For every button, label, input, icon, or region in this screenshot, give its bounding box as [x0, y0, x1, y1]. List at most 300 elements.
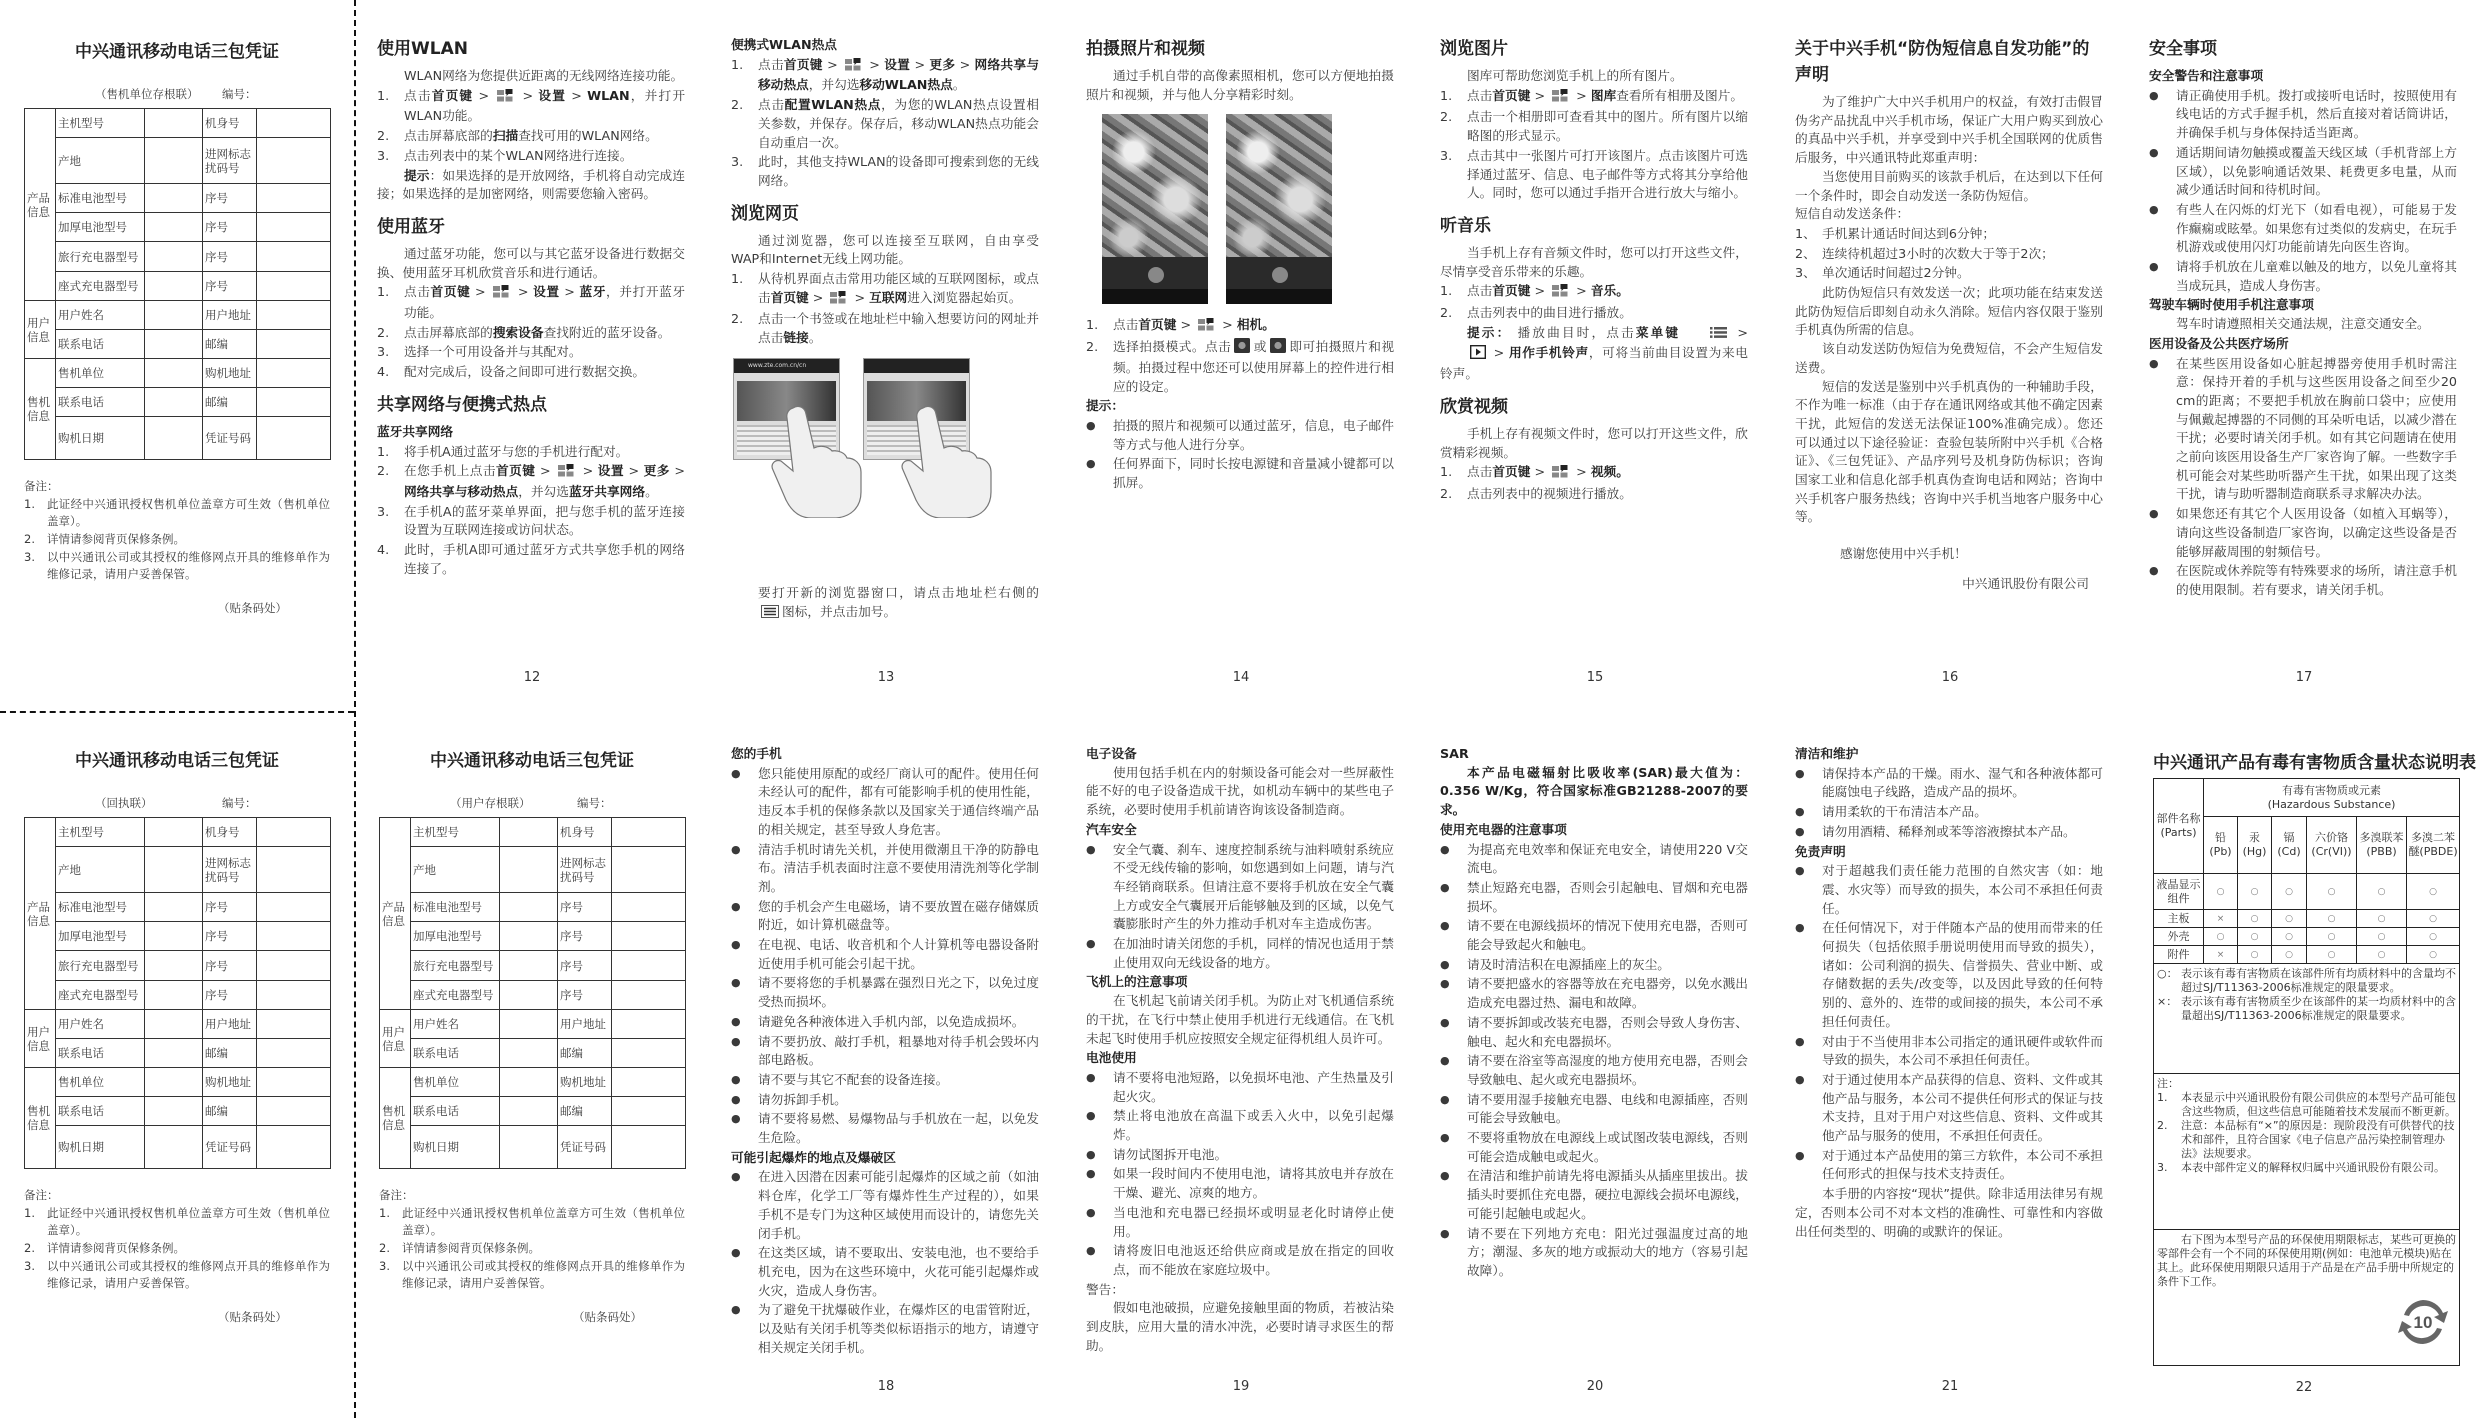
field-value[interactable]	[145, 1126, 203, 1169]
text-run: 提示：	[1086, 398, 1125, 414]
text-run: 在加油时请关闭您的手机，同样的情况也适用于禁止使用双向无线设备的地方。	[1113, 936, 1394, 970]
field-value[interactable]	[257, 272, 331, 301]
paragraph	[1440, 324, 1748, 384]
item-number: 1.	[1440, 464, 1453, 480]
field-label: 序号	[558, 893, 612, 922]
field-value[interactable]	[145, 388, 203, 417]
item-number: 3.	[1440, 147, 1453, 163]
paragraph	[377, 167, 685, 204]
hazard-mark: ○	[2307, 946, 2357, 964]
text-run: 免责声明	[1795, 843, 1846, 859]
text-run: 点击列表中的曲目进行播放。	[1467, 305, 1632, 321]
bullet-item	[1086, 455, 1394, 492]
hazard-table-title: 中兴通讯产品有毒有害物质含量状态说明表	[2153, 753, 2476, 773]
page-16	[1773, 0, 2127, 709]
item-number: 2.	[731, 311, 744, 327]
bullet-item	[1440, 1091, 1748, 1128]
field-value[interactable]	[145, 981, 203, 1010]
subsection-heading	[731, 1149, 1039, 1168]
form-row	[25, 417, 331, 460]
note-item	[24, 1240, 330, 1257]
bold-text: 蓝牙	[579, 284, 607, 300]
field-value[interactable]	[257, 184, 331, 213]
notes-label: 备注：	[379, 1188, 414, 1202]
camera-viewfinder	[1102, 114, 1208, 304]
field-value[interactable]	[500, 818, 558, 847]
item-number: 1.	[1440, 283, 1453, 299]
numbered-item	[731, 96, 1039, 152]
bold-text: 更多	[643, 463, 670, 479]
text-run: 图标，并点击加号。	[782, 603, 897, 619]
bullet-item	[1795, 823, 2103, 842]
field-label: 凭证号码	[558, 1126, 612, 1169]
paragraph	[1086, 67, 1394, 104]
field-value[interactable]	[612, 1010, 686, 1039]
page-number: 21	[1941, 1379, 1959, 1394]
bold-text: 链接	[783, 330, 809, 346]
camera-controls	[1102, 257, 1208, 304]
note-item	[379, 1258, 685, 1292]
field-value[interactable]	[500, 893, 558, 922]
field-value[interactable]	[145, 1068, 203, 1097]
text-run: 点击	[404, 284, 431, 300]
field-value[interactable]	[145, 951, 203, 981]
field-value[interactable]	[145, 922, 203, 951]
field-value[interactable]	[500, 951, 558, 981]
bullet-item	[731, 765, 1039, 840]
field-value[interactable]	[257, 330, 331, 359]
field-value[interactable]	[257, 359, 331, 388]
bold-text: 用作手机铃声	[1508, 345, 1589, 361]
field-label: 购机地址	[203, 359, 257, 388]
note-number: 1.	[379, 1206, 390, 1220]
field-value[interactable]	[145, 301, 203, 330]
note-text: 此证经中兴通讯授权售机单位盖章方可生效（售机单位盖章）。	[47, 1206, 330, 1237]
bold-text: 首页键	[1138, 317, 1177, 333]
numbered-item	[1440, 87, 1748, 108]
bold-text: 视频。	[1590, 464, 1629, 480]
bullet-icon: ●	[1440, 880, 1450, 894]
bold-text: 首页键	[770, 289, 809, 305]
hazard-mark: ○	[2238, 946, 2272, 964]
field-label: 联系电话	[56, 388, 145, 417]
note-item	[24, 531, 330, 548]
text-run: 请勿试图拆开电池。	[1113, 1146, 1228, 1162]
field-value[interactable]	[257, 1039, 331, 1068]
paragraph	[1440, 67, 1748, 86]
item-text	[404, 443, 685, 462]
bullet-icon: ●	[731, 1014, 741, 1028]
numbered-item	[377, 363, 685, 382]
hazard-mark: ×	[2204, 946, 2238, 964]
field-value[interactable]	[145, 184, 203, 213]
field-value[interactable]	[612, 818, 686, 847]
field-value[interactable]	[257, 893, 331, 922]
item-text	[1113, 417, 1394, 454]
text-run: 配对完成后，设备之间即可进行数据交换。	[404, 364, 646, 380]
note-text: 注意：本品标有“×”的原因是：现阶段没有可供替代的技术和部件，且符合国家《电子信息产品污染控制管理办法》法规要求。	[2181, 1119, 2455, 1160]
bold-text: 移动WLAN热点	[859, 77, 953, 93]
item-text	[1113, 1069, 1394, 1106]
field-label: 产地	[411, 847, 500, 893]
page-22	[2127, 0, 2481, 1418]
item-text	[758, 974, 1039, 1011]
bullet-item	[1086, 841, 1394, 935]
field-value[interactable]	[257, 1126, 331, 1169]
text-run: >	[1489, 345, 1509, 361]
field-label: 进网标志扰码号	[203, 138, 257, 184]
field-value[interactable]	[257, 301, 331, 330]
form-copy-label: （回执联）	[95, 796, 153, 810]
field-value[interactable]	[145, 847, 203, 893]
apps-icon	[558, 464, 575, 483]
field-label: 用户地址	[558, 1010, 612, 1039]
text-run: 请勿用酒精、稀释剂或苯等溶液擦拭本产品。	[1822, 823, 2076, 839]
paragraph	[1795, 205, 2103, 224]
item-number: 3.	[377, 344, 390, 360]
item-text	[758, 310, 1039, 347]
item-number: 4.	[377, 364, 390, 380]
text-run: 您只能使用原配的或经厂商认可的配件。使用任何未经认可的配件，都有可能影响手机的使用性能，违反本手机的保修条款以及国家关于通信终端产品的相关规定，甚至导致人身危害。	[758, 765, 1039, 837]
header-row	[2154, 779, 2460, 817]
text-run: 为了避免干扰爆破作业，在爆炸区的电雷管附近，以及贴有关闭手机等类似标语指示的地方，请遵守相关规定关闭手机。	[758, 1302, 1039, 1355]
numbered-item	[377, 541, 685, 578]
bullet-icon: ●	[2149, 356, 2159, 370]
bullet-item	[731, 1091, 1039, 1110]
notes	[2154, 1074, 2460, 1230]
bullet-item	[1086, 935, 1394, 972]
field-value[interactable]	[612, 893, 686, 922]
field-label: 加厚电池型号	[56, 922, 145, 951]
text-run: 请不要在下列地方充电：阳光过强温度过高的地方；潮湿、多灰的地方或振动大的地方（容易引起故障）。	[1467, 1225, 1748, 1278]
shutter-icon	[1270, 338, 1286, 359]
field-value[interactable]	[257, 138, 331, 184]
numbered-item	[377, 462, 685, 501]
item-text	[404, 541, 685, 578]
text-run: >	[559, 284, 580, 300]
hazard-mark: ○	[2357, 874, 2407, 910]
page-number: 18	[877, 1379, 895, 1394]
field-value[interactable]	[612, 847, 686, 893]
bullet-icon: ●	[1795, 1072, 1805, 1086]
text-run: >	[1530, 87, 1550, 103]
page-content	[731, 36, 1039, 623]
note-text: 以中兴通讯公司或其授权的维修网点开具的维修单作为维修记录，请用户妥善保管。	[402, 1259, 685, 1290]
text-run: 在进入因潜在因素可能引起爆炸的区域之前（如油料仓库，化学工厂等有爆炸性生产过程的），如果手机不是专门为这种区域使用而设计的，请您先关闭手机。	[758, 1169, 1039, 1241]
bullet-item	[1440, 1014, 1748, 1051]
field-value[interactable]	[500, 847, 558, 893]
field-value[interactable]	[500, 1068, 558, 1097]
item-text	[1822, 823, 2103, 842]
hazard-row	[2154, 874, 2460, 910]
bullet-item	[1440, 917, 1748, 954]
text-run: 请勿拆卸手机。	[758, 1091, 847, 1107]
bullet-item	[731, 974, 1039, 1011]
field-value[interactable]	[257, 388, 331, 417]
text-run: 在您手机上点击	[404, 463, 497, 479]
field-label: 邮编	[203, 1097, 257, 1126]
text-run: 请不要与其它不配套的设备连接。	[758, 1071, 949, 1087]
field-value[interactable]	[257, 951, 331, 981]
text-run: 请及时清洁积在电源插座上的灰尘。	[1467, 956, 1670, 972]
field-label: 邮编	[558, 1039, 612, 1068]
bullet-icon: ●	[1440, 1131, 1450, 1145]
field-value[interactable]	[145, 330, 203, 359]
item-number: 2.	[1086, 339, 1099, 355]
field-value[interactable]	[145, 359, 203, 388]
item-text	[1822, 862, 2103, 918]
field-value[interactable]	[145, 138, 203, 184]
item-text	[1822, 919, 2103, 1031]
section-heading	[1440, 394, 1748, 420]
text-run: 关于中兴手机“防伪短信息自发功能”的声明	[1795, 39, 2090, 85]
text-run: 通过蓝牙功能，您可以与其它蓝牙设备进行数据交换、使用蓝牙耳机欣赏音乐和进行通话。	[377, 245, 685, 280]
paragraph	[1086, 992, 1394, 1048]
field-value[interactable]	[500, 1126, 558, 1169]
field-value[interactable]	[145, 417, 203, 460]
bullet-icon: ●	[731, 842, 741, 856]
text-run: SAR	[1440, 746, 1469, 761]
substance-name: 六价铬(Cr(VI))	[2307, 817, 2357, 874]
section-heading	[1440, 213, 1748, 239]
text-run: 点击屏幕底部的	[404, 324, 493, 340]
apps-icon	[1552, 465, 1569, 484]
item-text	[1467, 956, 1748, 975]
paragraph	[1440, 244, 1748, 281]
field-value[interactable]	[257, 213, 331, 242]
form-row	[25, 818, 331, 847]
text-run: 使用包括手机在内的射频设备可能会对一些屏蔽性能不好的电子设备造成干扰，如机动车辆中的某些电子系统，必要时使用手机前请咨询该设备制造商。	[1086, 764, 1394, 818]
text-run: 手机累计通话时间达到6分钟；	[1822, 225, 1996, 241]
bullet-item	[1795, 1071, 2103, 1146]
field-label: 序号	[203, 981, 257, 1010]
hazard-mark: ○	[2272, 928, 2307, 946]
form-group-label: 售机信息	[380, 1068, 411, 1169]
bullet-item	[1795, 862, 2103, 918]
text-run: 驾驶车辆时使用手机注意事项	[2149, 297, 2314, 313]
item-text	[404, 343, 685, 362]
item-text	[1467, 108, 1748, 145]
warranty-form	[355, 709, 709, 1418]
field-value[interactable]	[145, 893, 203, 922]
section-heading	[377, 392, 685, 418]
text-run: 点击	[758, 97, 785, 113]
form-notes	[24, 478, 330, 584]
text-run: 如果您还有其它个人医用设备（如植入耳蜗等），请向这些设备制造厂家咨询，以确定这些设备是否能够屏蔽周围的射频信号。	[2176, 506, 2457, 559]
item-text	[1822, 765, 2103, 802]
text-run: 从待机界面点击常用功能区域的互联网图标，或点击	[758, 271, 1039, 305]
legend	[2154, 964, 2460, 1074]
item-number: 2.	[377, 128, 390, 144]
text-run: 手机上存有视频文件时，您可以打开这些文件，欣赏精彩视频。	[1440, 425, 1748, 460]
page-number: 17	[2295, 670, 2313, 685]
section-heading	[1440, 36, 1748, 62]
shutter-button	[1272, 267, 1288, 283]
note-text: 详情请参阅背页保修条例。	[47, 532, 185, 546]
hand-gesture-icon	[771, 398, 871, 524]
text-run: 即可拍摄照片和视频。拍摄过程中您还可以使用屏幕上的控件进行相应的设定。	[1113, 339, 1395, 394]
field-value[interactable]	[500, 922, 558, 951]
form-row	[25, 1126, 331, 1169]
text-run: >	[566, 87, 588, 103]
field-value[interactable]	[257, 1068, 331, 1097]
hazard-mark: ○	[2407, 910, 2460, 928]
bullet-icon: ●	[1086, 457, 1096, 471]
item-text	[1113, 455, 1394, 492]
page-13	[709, 0, 1063, 709]
text-run: 电池使用	[1086, 1050, 1137, 1066]
field-value[interactable]	[500, 1039, 558, 1068]
form-title: 中兴通讯移动电话三包凭证	[75, 751, 279, 771]
bold-text: 首页键	[496, 463, 536, 479]
field-value[interactable]	[500, 981, 558, 1010]
item-text	[1822, 225, 2103, 244]
bullet-item	[731, 841, 1039, 897]
hazard-mark: ○	[2407, 874, 2460, 910]
bullet-item	[731, 898, 1039, 935]
bullet-icon: ●	[731, 766, 741, 780]
item-number: 2.	[1440, 485, 1453, 501]
field-value[interactable]	[257, 847, 331, 893]
field-value[interactable]	[257, 1097, 331, 1126]
text-run: 进入浏览器起始页。	[907, 289, 1022, 305]
item-text	[1113, 1242, 1394, 1279]
field-value[interactable]	[257, 1010, 331, 1039]
field-value[interactable]	[257, 242, 331, 272]
text-run: 。	[645, 483, 658, 499]
item-text	[1467, 1091, 1748, 1128]
field-value[interactable]	[145, 272, 203, 301]
text-run: 在任何情况下，对于伴随本产品的使用而带来的任何损失（包括依照手册说明使用而导致的损失），诸如：公司利润的损失、信誉损失、营业中断、或存储数据的丢失/改变等，以及因此导致的任何特别的、意外的、连带的或间接的损失，本公司不承担任何责任。	[1822, 920, 2103, 1029]
item-text	[404, 462, 685, 501]
paragraph	[731, 232, 1039, 269]
field-label: 进网标志扰码号	[203, 847, 257, 893]
text-run: 短信的发送是鉴别中兴手机真伪的一种辅助手段，不作为唯一标准（由于存在通讯网络或其他不确定因素干扰，此短信的发送无法保证100%准确完成）。您还可以通过以下途径验证：查验包装所附中兴手机《合格证》、《三包凭证》、产品序列号及机身防伪标识；咨询国家工业和信息化部手机真伪查询电话和网站；咨询中兴手机客户服务热线；咨询中兴手机当地客户服务中心等。	[1795, 378, 2103, 525]
field-value[interactable]	[612, 922, 686, 951]
field-label: 旅行充电器型号	[411, 951, 500, 981]
field-value[interactable]	[612, 1126, 686, 1169]
note-number: 3.	[24, 1259, 35, 1273]
text-run: 请不要拆卸或改装充电器，否则会导致人身伤害、触电、起火和充电器损坏。	[1467, 1014, 1748, 1049]
field-label: 座式充电器型号	[56, 981, 145, 1010]
item-number: 2.	[377, 463, 390, 479]
field-value[interactable]	[257, 417, 331, 460]
form-group-label: 用户信息	[25, 1010, 56, 1068]
bullet-item	[1086, 1165, 1394, 1202]
text-run: >	[1731, 324, 1748, 340]
field-value[interactable]	[257, 818, 331, 847]
item-text	[1467, 917, 1748, 954]
bullet-icon: ●	[1086, 1147, 1096, 1161]
paragraph	[1086, 1299, 1394, 1355]
shutter-button	[1148, 267, 1164, 283]
footer-text: 右下图为本型号产品的环保使用期限标志，某些可更换的零部件会有一个不同的环保使用期(例如：电池单元模块)贴在其上。此环保使用期限只适用于产品是在产品手册中所规定的条件下工作。	[2157, 1233, 2456, 1288]
field-value[interactable]	[257, 981, 331, 1010]
field-value[interactable]	[500, 1097, 558, 1126]
text-run: 医用设备及公共医疗场所	[2149, 335, 2289, 351]
warranty-form	[0, 709, 354, 1418]
note-number: 3.	[2157, 1161, 2168, 1174]
field-value[interactable]	[145, 1039, 203, 1068]
field-value[interactable]	[145, 1010, 203, 1039]
section-heading	[1086, 36, 1394, 62]
text-run: 请不要把盛水的容器等放在充电器旁，以免水溅出造成充电器过热、漏电和故障。	[1467, 976, 1748, 1011]
field-value[interactable]	[145, 818, 203, 847]
numbered-item	[1795, 264, 2103, 283]
form-row	[25, 1097, 331, 1126]
field-label: 用户姓名	[411, 1010, 500, 1039]
text-run: ，并勾选	[518, 483, 569, 499]
field-value[interactable]	[612, 1097, 686, 1126]
field-label: 机身号	[203, 818, 257, 847]
company-name	[1795, 575, 2103, 594]
field-value[interactable]	[500, 1010, 558, 1039]
field-value[interactable]	[257, 109, 331, 138]
field-value[interactable]	[145, 109, 203, 138]
field-value[interactable]	[612, 1039, 686, 1068]
text-run: 拍摄照片和视频	[1086, 39, 1205, 59]
text-run: 电子设备	[1086, 746, 1137, 761]
form-row	[25, 359, 331, 388]
text-run: 在某些医用设备如心脏起搏器旁使用手机时需注意：保持开着的手机与这些医用设备之间至少20 cm的距离；不要把手机放在胸前口袋中；应使用与佩戴起搏器的不同侧的耳朵听电话，以减少潜在干扰；必要时请关闭手机。如有其它问题请在使用之前向该医用设备生产厂家咨询了解。一些数字手机可能会对某些助听器产生干扰，如果出现了这类干扰，请与助听器制造商联系寻求解决办法。	[2176, 355, 2457, 502]
text-run: 请将手机放在儿童难以触及的地方，以免儿童将其当成玩具，造成人身伤害。	[2176, 259, 2457, 293]
field-value[interactable]	[145, 242, 203, 272]
field-value[interactable]	[145, 1097, 203, 1126]
bullet-icon: ●	[731, 1246, 741, 1260]
item-text	[404, 147, 685, 166]
hazard-mark: ×	[2204, 910, 2238, 928]
form-row	[380, 1039, 686, 1068]
text-run: 共享网络与便携式热点	[377, 394, 547, 415]
form-row	[25, 242, 331, 272]
text-run: 任何界面下，同时长按电源键和音量减小键都可以抓屏。	[1113, 456, 1394, 491]
text-run: 使用充电器的注意事项	[1440, 821, 1567, 837]
text-run: >	[624, 463, 644, 479]
item-text	[758, 270, 1039, 309]
shutter-icon	[1234, 338, 1250, 359]
item-text	[758, 1168, 1039, 1243]
text-run: WLAN网络为您提供近距离的无线网络连接功能。	[404, 68, 684, 83]
field-label: 序号	[203, 922, 257, 951]
substance-name: 镉(Cd)	[2272, 817, 2307, 874]
field-value[interactable]	[612, 951, 686, 981]
field-value[interactable]	[612, 1068, 686, 1097]
page-number: 19	[1232, 1379, 1250, 1394]
field-label: 产地	[56, 847, 145, 893]
field-value[interactable]	[612, 981, 686, 1010]
hazard-mark: ○	[2357, 946, 2407, 964]
text-run: >	[1572, 283, 1591, 299]
page-content	[1086, 745, 1394, 1356]
item-text	[1467, 147, 1748, 203]
field-value[interactable]	[257, 922, 331, 951]
field-value[interactable]	[145, 213, 203, 242]
text-run: 请不要在电源线损坏的情况下使用充电器，否则可能会导致起火和触电。	[1467, 918, 1748, 953]
legend-cell	[2154, 964, 2460, 1074]
item-text	[758, 765, 1039, 840]
item-text	[1467, 1014, 1748, 1051]
bullet-icon: ●	[731, 899, 741, 913]
item-text	[758, 1301, 1039, 1357]
bullet-item	[1086, 417, 1394, 454]
item-text	[758, 1071, 1039, 1090]
item-number: 1.	[1440, 87, 1453, 103]
bullet-icon: ●	[1086, 937, 1096, 951]
hazard-mark: ○	[2272, 874, 2307, 910]
numbered-item	[377, 324, 685, 343]
note-number: 1.	[24, 1206, 35, 1220]
item-text	[1113, 1107, 1394, 1144]
